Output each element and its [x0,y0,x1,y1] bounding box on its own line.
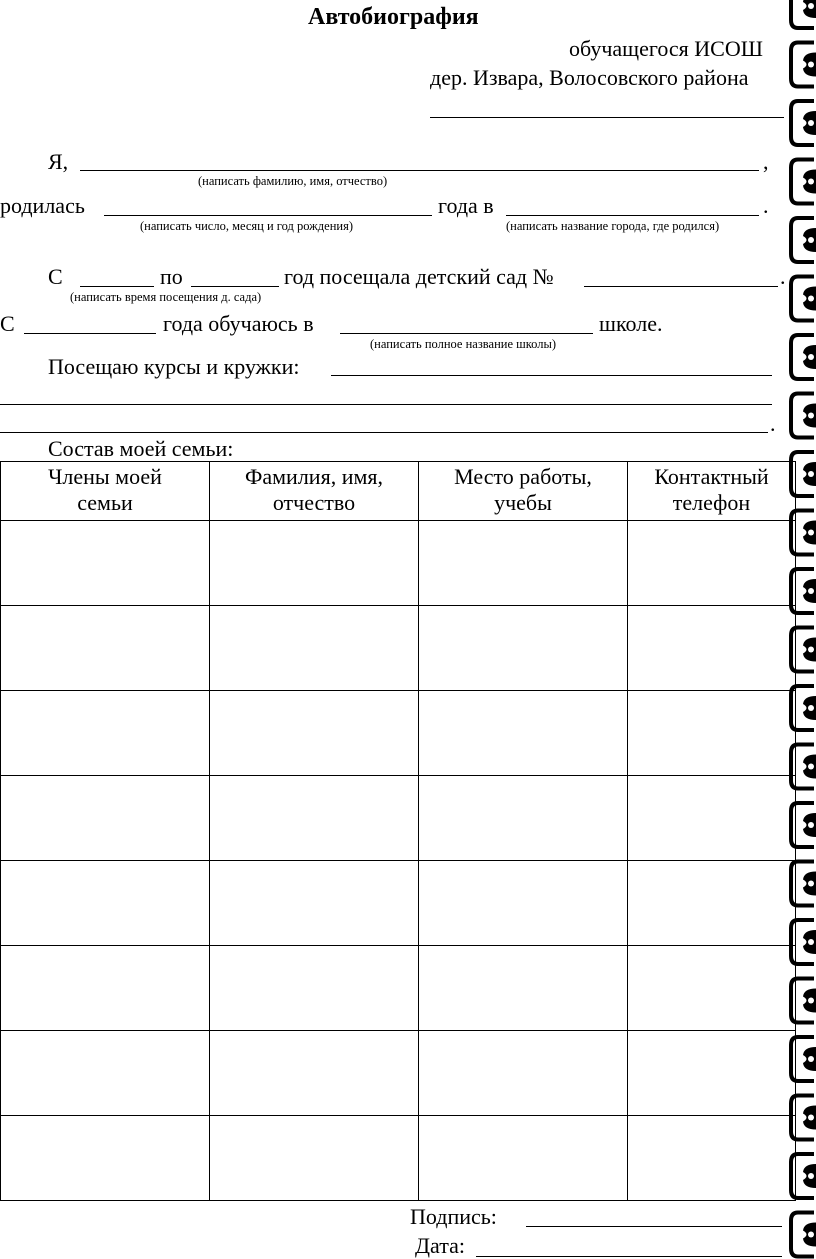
table-cell[interactable] [419,776,628,861]
border-link-icon [791,335,816,379]
table-cell[interactable] [210,521,419,606]
table-cell[interactable] [419,1031,628,1116]
family-table-header-row [1,462,796,521]
table-cell[interactable] [628,1116,796,1201]
table-cell[interactable] [1,521,210,606]
border-link-icon [791,43,816,87]
courses-blank-1[interactable] [331,375,772,376]
table-cell[interactable] [628,521,796,606]
table-cell[interactable] [210,606,419,691]
table-cell[interactable] [628,946,796,1031]
border-link-icon [791,628,816,672]
header-student-line: обучащегося ИСОШ [569,36,763,61]
school-from-label: С [0,311,15,336]
table-row [1,776,796,861]
birth-date-hint: (написать число, месяц и год рождения) [140,219,354,233]
date-label: Дата: [415,1233,465,1258]
kg-from-blank[interactable] [80,286,154,287]
border-link-icon [791,218,816,262]
kg-number-blank[interactable] [584,286,778,287]
school-suffix: школе. [599,311,663,336]
ya-label: Я, [48,149,69,174]
border-link-icon [791,1154,816,1198]
kg-period: . [780,264,786,289]
table-cell[interactable] [419,946,628,1031]
born-year-in-label: года в [438,193,494,218]
table-cell[interactable] [1,861,210,946]
born-label: родилась [0,193,85,218]
table-cell[interactable] [628,776,796,861]
full-name-blank[interactable] [80,170,759,171]
table-row [1,606,796,691]
border-link-icon [791,686,816,730]
table-cell[interactable] [210,1031,419,1116]
school-text: года обучаюсь в [163,311,314,336]
ya-comma: , [763,149,769,174]
table-cell[interactable] [628,861,796,946]
date-blank[interactable] [476,1256,782,1257]
birth-city-hint: (написать название города, где родился) [506,219,720,233]
column-header-full-name: Фамилия, имя, отчество [210,462,419,521]
school-hint: (написать полное название школы) [370,337,557,351]
border-link-icon [791,1213,816,1257]
column-header-workplace: Место работы, учебы [419,462,628,521]
table-cell[interactable] [628,1031,796,1116]
born-period: . [763,193,769,218]
courses-label: Посещаю курсы и кружки: [48,354,300,379]
border-link-icon [791,979,816,1023]
border-link-icon [791,101,816,145]
border-link-icon [791,511,816,555]
border-link-icon [791,862,816,906]
kg-from-label: С [48,264,63,289]
table-cell[interactable] [1,946,210,1031]
table-cell[interactable] [210,691,419,776]
table-cell[interactable] [210,1116,419,1201]
table-cell[interactable] [419,521,628,606]
border-link-icon [791,920,816,964]
full-name-hint: (написать фамилию, имя, отчество) [198,174,388,188]
table-cell[interactable] [210,946,419,1031]
border-link-icon [791,745,816,789]
table-cell[interactable] [1,1031,210,1116]
border-link-icon [791,394,816,438]
ornamental-border [788,0,816,1259]
table-cell[interactable] [419,606,628,691]
table-cell[interactable] [419,861,628,946]
family-heading: Состав моей семьи: [48,436,234,461]
table-row [1,521,796,606]
border-link-icon [791,0,816,28]
table-cell[interactable] [628,606,796,691]
table-cell[interactable] [419,1116,628,1201]
kg-to-label: по [160,264,183,289]
table-cell[interactable] [1,1116,210,1201]
border-link-icon [791,277,816,321]
table-cell[interactable] [628,691,796,776]
kg-hint: (написать время посещения д. сада) [70,290,262,304]
table-row [1,1031,796,1116]
border-link-icon [791,452,816,496]
kg-to-blank[interactable] [191,286,279,287]
family-table [0,461,796,1201]
courses-blank-3[interactable] [0,432,768,433]
column-header-phone: Контактный телефон [628,462,796,521]
courses-blank-2[interactable] [0,404,772,405]
header-name-blank[interactable] [430,117,784,118]
border-link-icon [791,1096,816,1140]
courses-period: . [770,411,776,436]
column-header-members: Члены моей семьи [1,462,210,521]
birth-city-blank[interactable] [506,215,759,216]
table-row [1,1116,796,1201]
page-title: Автобиография [308,4,479,30]
header-village-line: дер. Извара, Волосовского района [430,65,749,90]
signature-label: Подпись: [410,1204,497,1229]
family-table-body [1,521,796,1201]
border-link-icon [791,1037,816,1081]
table-cell[interactable] [419,691,628,776]
birth-date-blank[interactable] [104,215,432,216]
table-row [1,861,796,946]
table-row [1,691,796,776]
table-cell[interactable] [210,776,419,861]
table-cell[interactable] [1,776,210,861]
school-year-blank[interactable] [24,333,156,334]
table-row [1,946,796,1031]
school-name-blank[interactable] [340,333,593,334]
ornamental-border-icon [788,0,816,1259]
table-cell[interactable] [210,861,419,946]
border-link-icon [791,569,816,613]
border-link-icon [791,803,816,847]
table-cell[interactable] [1,606,210,691]
kg-text: год посещала детский сад № [284,264,554,289]
table-cell[interactable] [1,691,210,776]
border-link-icon [791,160,816,204]
signature-blank[interactable] [526,1226,782,1227]
